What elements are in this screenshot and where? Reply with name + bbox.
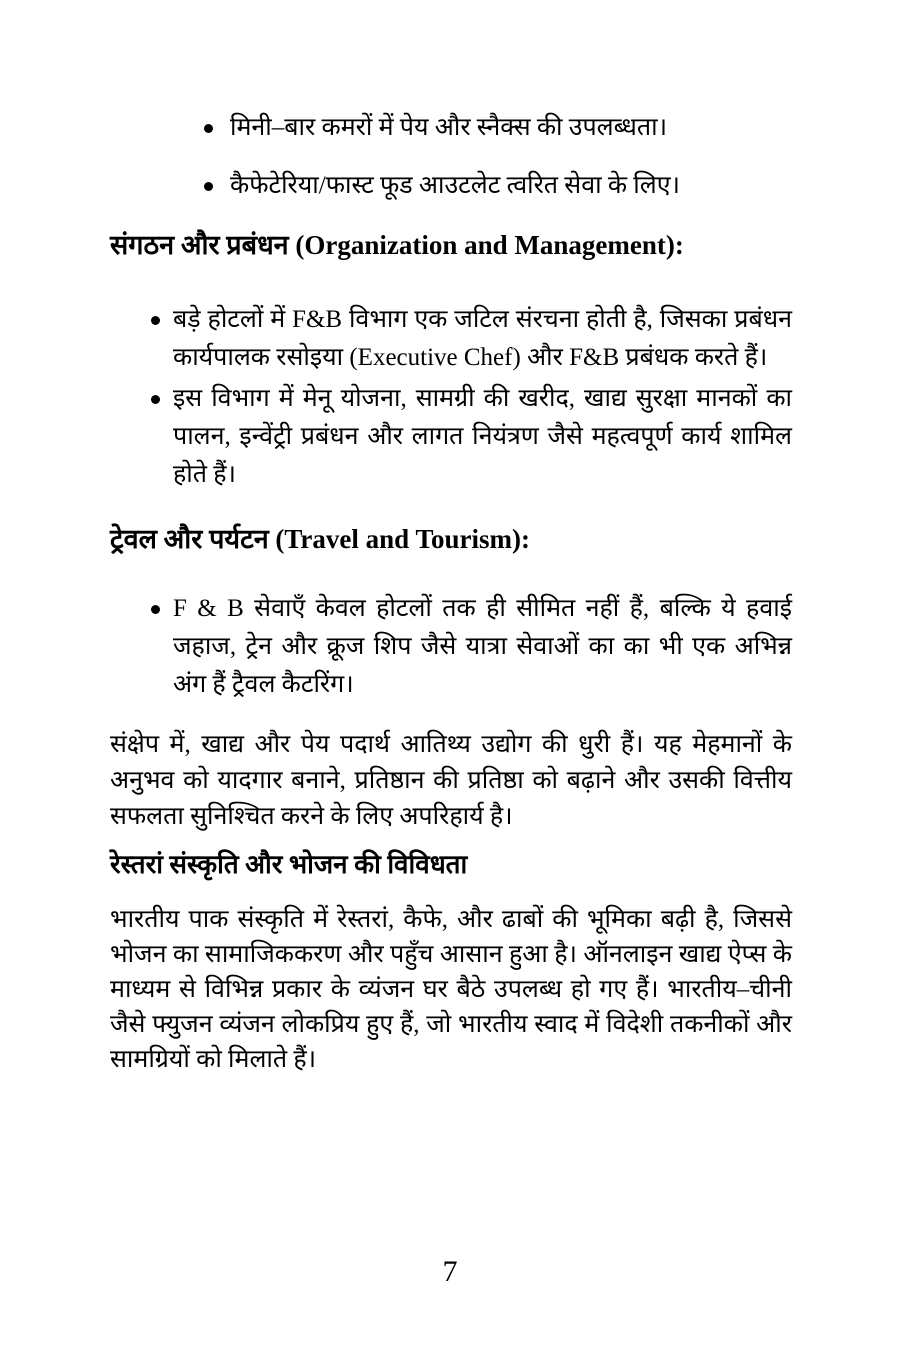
organization-bullet-list [110,301,792,494]
list-item [110,590,792,704]
list-item [110,167,792,205]
bullet-icon [204,182,213,191]
list-item [110,301,792,377]
list-item [110,109,792,147]
bullet-text: F & B सेवाएँ केवल होटलों तक ही सीमित नहीं हैं, बल्कि ये हवाई जहाज, ट्रेन और क्रूज शिप जैसे यात्रा सेवाओं का का भी एक अभिन्न अंग हैं ट्रैवल कैटरिंग। [173,595,792,698]
bullet-text: मिनी–बार कमरों में पेय और स्नैक्स की उपलब्धता। [230,114,668,141]
heading-restaurant-culture: रेस्तरां संस्कृति और भोजन की विविधता [110,850,468,879]
page-number: 7 [442,1255,458,1288]
bullet-icon [204,124,213,133]
travel-bullet-list [110,590,792,704]
heading-organization-management: संगठन और प्रबंधन (Organization and Management): [110,230,684,260]
bullet-text: कैफेटेरिया/फास्ट फूड आउटलेट त्वरित सेवा के लिए। [230,172,680,199]
restaurant-culture-paragraph: भारतीय पाक संस्कृति में रेस्तरां, कैफे, और ढाबों की भूमिका बढ़ी है, जिससे भोजन का सामाजिककरण और पहुँच आसान हुआ है। ऑनलाइन खाद्य ऐप्स के माध्यम से विभिन्न प्रकार के व्यंजन घर बैठे उपलब्ध हो गए हैं। भारतीय–चीनी जैसे फ्युजन व्यंजन लोकप्रिय हुए हैं, जो भारतीय स्वाद में विदेशी तकनीकों और सामग्रियों को मिलाते हैं। [110,906,792,1073]
heading-travel-tourism: ट्रेवल और पर्यटन (Travel and Tourism): [110,524,530,554]
bullet-text: बड़े होटलों में F&B विभाग एक जटिल संरचना होती है, जिसका प्रबंधन कार्यपालक रसोइया (Executive Chef) और F&B प्रबंधक करते हैं। [173,306,792,371]
intro-bullet-list [110,109,792,205]
bullet-text: इस विभाग में मेनू योजना, सामग्री की खरीद, खाद्य सुरक्षा मानकों का पालन, इन्वेंट्री प्रबंधन और लागत नियंत्रण जैसे महत्वपूर्ण कार्य शामिल होते हैं। [173,385,792,488]
list-item [110,380,792,494]
summary-paragraph: संक्षेप में, खाद्य और पेय पदार्थ आतिथ्य उद्योग की धुरी हैं। यह मेहमानों के अनुभव को यादगार बनाने, प्रतिष्ठान की प्रतिष्ठा को बढ़ाने और उसकी वित्तीय सफलता सुनिश्चित करने के लिए अपरिहार्य है। [110,731,792,830]
bullet-icon [151,605,160,614]
bullet-icon [151,395,160,404]
bullet-icon [151,316,160,325]
